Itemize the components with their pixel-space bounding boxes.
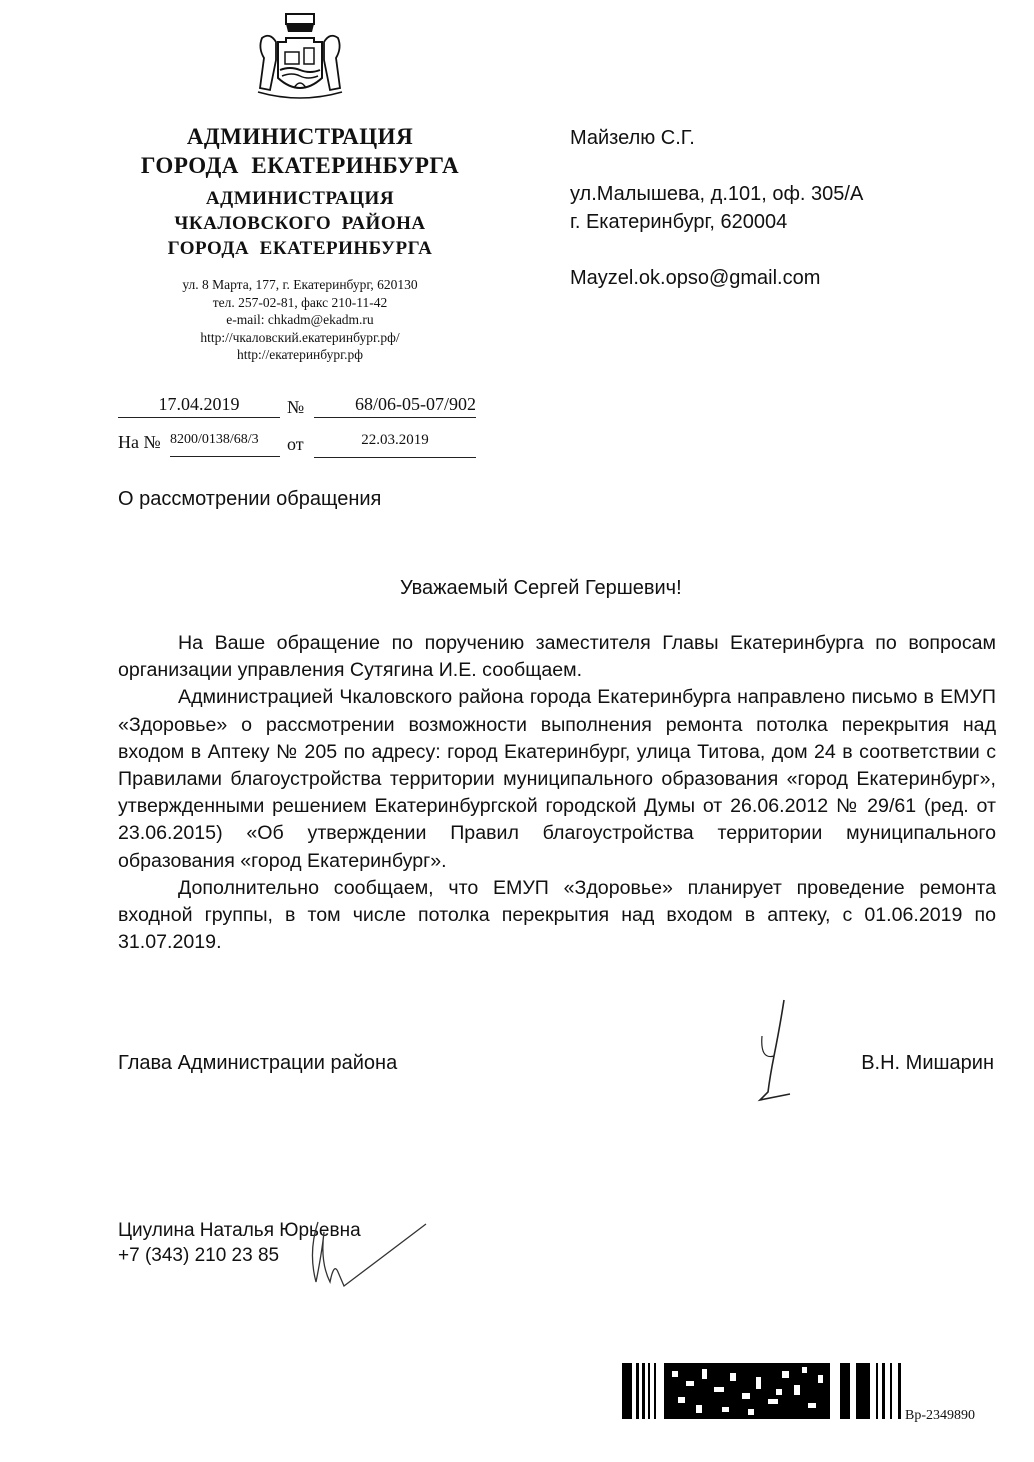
org-address: ул. 8 Марта, 177, г. Екатеринбург, 620130 [182,277,418,292]
recipient-block [570,124,863,292]
registration-stamp: Вр-2349890 [905,1408,975,1423]
number-sign-label: № [287,397,305,417]
signature-row [118,1052,994,1075]
recipient-address-line2: г. Екатеринбург, 620004 [570,211,788,233]
letter-body [118,630,996,956]
org-district-block [110,186,490,261]
org-contacts [120,276,480,364]
org-district-line2: ЧКАЛОВСКОГО РАЙОНА [174,213,426,234]
org-site-district: http://чкаловский.екатеринбург.рф/ [200,329,400,345]
in-reply-number-field [170,432,280,457]
outgoing-number: 68/06-05-07/902 [314,394,476,418]
signatory-position: Глава Администрации района [118,1052,398,1074]
recipient-name: Майзелю С.Г. [570,127,695,149]
outgoing-date-field [118,394,280,418]
executor-initials-signature-icon [300,1212,430,1297]
pdf417-barcode [622,1363,908,1419]
letter-greeting: Уважаемый Сергей Гершевич! [400,577,682,599]
executor-phone: +7 (343) 210 23 85 [118,1245,280,1266]
body-paragraph-2: Администрацией Чкаловского района города Екатеринбурга направлено письмо в ЕМУП «Здоровье» о рассмотрении возможности выполнения ремонта потолка перекрытия над входом в Аптеку № 205 по адресу: город Екатеринбург, улица Титова, дом 24 в соответствии с Правилами благоустройства территории муниципального образования «город Екатеринбург», утвержденными решением Екатеринбургской городской Думы от 26.06.2012 № 29/61 (ред. от 23.06.2015) «Об утверждении Правил благоустройства территории муниципального образования «город Екатеринбург». [118,686,996,872]
in-reply-date: 22.03.2019 [314,432,476,458]
org-city-line2: ГОРОДА ЕКАТЕРИНБУРГА [140,153,460,178]
handwritten-signature-icon [740,996,800,1111]
org-email: e-mail: chkadm@ekadm.ru [226,312,374,327]
org-city-line1: АДМИНИСТРАЦИЯ [186,124,414,149]
outgoing-number-field [314,394,476,418]
org-phone: тел. 257-02-81, факс 210-11-42 [212,294,388,310]
in-reply-number: 8200/0138/68/3 [170,432,280,457]
signatory-name: В.Н. Мишарин [861,1052,994,1074]
body-paragraph-1: На Ваше обращение по поручению заместителя Главы Екатеринбурга по вопросам организации управления Сутягина И.Е. сообщаем. [118,632,996,682]
coat-of-arms-icon [248,8,352,106]
from-label: от [287,434,304,454]
recipient-address-line1: ул.Малышева, д.101, оф. 305/А [570,183,864,205]
executor-name: Циулина Наталья Юрьевна [118,1220,361,1241]
body-paragraph-3: Дополнительно сообщаем, что ЕМУП «Здоровье» планирует проведение ремонта входной группы, в том числе потолка перекрытия над входом в аптеку, с 01.06.2019 по 31.07.2019. [118,876,996,954]
org-district-line3: ГОРОДА ЕКАТЕРИНБУРГА [167,238,433,259]
outgoing-date: 17.04.2019 [118,394,280,418]
in-reply-date-field [314,432,476,458]
in-reply-label: На № [118,432,161,452]
org-district-line1: АДМИНИСТРАЦИЯ [205,188,395,209]
org-site-city: http://екатеринбург.рф [236,347,364,362]
letter-subject: О рассмотрении обращения [118,488,382,510]
organization-header [110,122,490,261]
recipient-email: Mayzel.ok.opso@gmail.com [570,267,821,289]
